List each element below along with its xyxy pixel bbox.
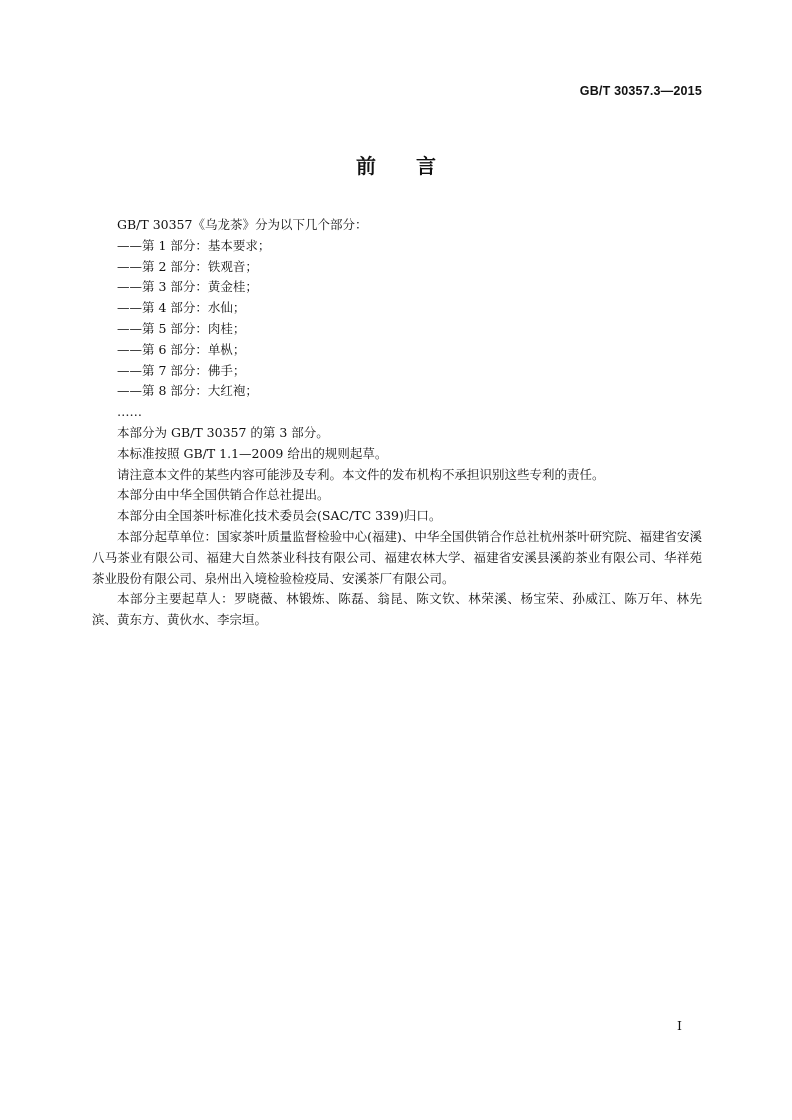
list-item: ——第 4 部分：水仙； [117,300,246,316]
standard-number: GB/T 30357.3—2015 [579,84,702,98]
drafting-units-paragraph: 本部分起草单位：国家茶叶质量监督检验中心(福建)、中华全国供销合作总社杭州茶叶研究院、福建省安溪八马茶业有限公司、福建大自然茶业科技有限公司、福建农林大学、福建省安溪县溪韵茶业有限公司、华祥苑茶业股份有限公司、泉州出入境检验检疫局、安溪茶厂有限公司。 [92,528,702,586]
page-number: I [677,1018,682,1033]
list-ellipsis: …… [117,404,142,420]
list-item: ——第 8 部分：大红袍； [117,383,258,399]
list-item: ——第 6 部分：单枞； [117,341,246,357]
scope-paragraph: 本部分为 GB/T 30357 的第 3 部分。 [117,424,329,440]
list-item: ——第 3 部分：黄金桂； [117,279,258,295]
patent-notice-paragraph: 请注意本文件的某些内容可能涉及专利。本文件的发布机构不承担识别这些专利的责任。 [117,466,605,482]
drafting-rules-paragraph: 本标准按照 GB/T 1.1—2009 给出的规则起草。 [117,445,388,461]
page-title: 前言 [356,154,476,178]
intro-paragraph: GB/T 30357《乌龙茶》分为以下几个部分： [117,217,368,232]
foreword-body [92,215,702,631]
committee-paragraph: 本部分由全国茶叶标准化技术委员会(SAC/TC 339)归口。 [117,508,442,524]
proposer-paragraph: 本部分由中华全国供销合作总社提出。 [117,487,330,503]
list-item: ——第 2 部分：铁观音； [117,258,258,274]
list-item: ——第 1 部分：基本要求； [117,237,271,253]
list-item: ——第 5 部分：肉桂； [117,320,246,336]
list-item: ——第 7 部分：佛手； [117,362,246,378]
parts-list [92,236,702,423]
drafters-paragraph: 本部分主要起草人：罗晓薇、林锻炼、陈磊、翁昆、陈文钦、林荣溪、杨宝荣、孙威江、陈万年、林先滨、黄东方、黄伙水、李宗垣。 [92,591,702,628]
